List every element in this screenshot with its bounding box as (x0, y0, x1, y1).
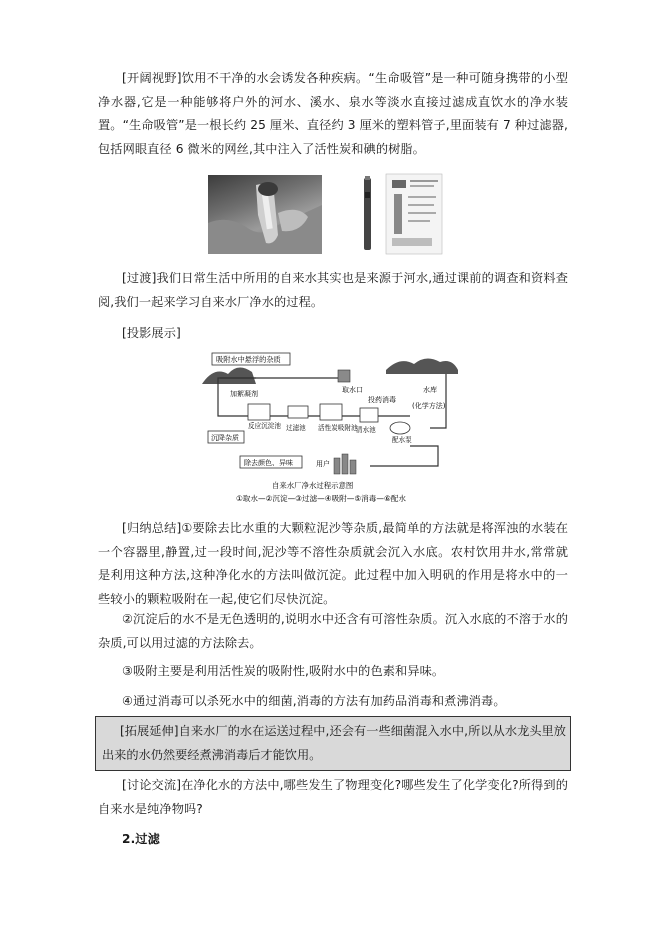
chem-method-label: (化学方法) (412, 402, 446, 410)
extension-text: [拓展延伸]自来水厂的水在运送过程中,还会有一些细菌混入水中,所以从水龙头里放出来的水仍然要经煮沸消毒后才能饮用。 (102, 724, 566, 762)
diagram-caption-title: 自来水厂净水过程示意图 (272, 481, 354, 490)
remove-color-label: 除去颜色、异味 (244, 459, 293, 467)
filter-tank-label: 过滤池 (286, 424, 306, 432)
mountain-right-shape (386, 358, 458, 374)
life-straw-photo (208, 175, 322, 254)
intake-label: 取水口 (342, 386, 363, 394)
carbon-tank-label: 活性炭吸附池 (318, 424, 358, 432)
water-treatment-diagram (200, 348, 460, 508)
step2-paragraph: ②沉淀后的水不是无色透明的,说明水中还含有可溶性杂质。沉入水底的不溶于水的杂质,可以用过滤的方法除去。 (98, 612, 568, 650)
summary-paragraph: [归纳总结]①要除去比水重的大颗粒泥沙等杂质,最简单的方法就是将浑浊的水装在一个容器里,静置,过一段时间,泥沙等不溶性杂质就会沉入水底。农村饮用井水,常常就是利用这种方法,这种净化水的方法叫做沉淀。此过程中加入明矾的作用是将水中的一些较小的颗粒吸附在一起,使它们尽快沉淀。 (98, 521, 568, 606)
step3-paragraph: ③吸附主要是利用活性炭的吸附性,吸附水中的色素和异味。 (122, 664, 445, 678)
pump-label: 配水泵 (392, 436, 412, 444)
user-label: 用户 (316, 460, 330, 468)
diagram-caption-steps: ①取水—②沉淀—③过滤—④吸附—⑤消毒—⑥配水 (236, 494, 406, 503)
reaction-tank-label: 反应沉淀池 (248, 422, 281, 430)
step4-paragraph: ④通过消毒可以杀死水中的细菌,消毒的方法有加药品消毒和煮沸消毒。 (122, 694, 506, 708)
extension-box (95, 716, 571, 771)
reservoir-label: 水库 (423, 386, 437, 394)
settle-label: 沉降杂质 (211, 434, 239, 442)
adsorb-label: 吸附水中悬浮的杂质 (216, 355, 281, 364)
disinfect-label: 投药消毒 (368, 396, 396, 404)
section-heading-filtration: 2.过滤 (122, 832, 160, 846)
discussion-paragraph: [讨论交流]在净化水的方法中,哪些发生了物理变化?哪些发生了化学变化?所得到的自来水是纯净物吗? (98, 778, 568, 816)
clear-tank-label: 清水池 (356, 426, 376, 434)
life-straw-diagram-image (358, 172, 446, 256)
coagulant-label: 加絮凝剂 (230, 390, 258, 398)
mountain-left-shape (202, 367, 256, 384)
intro-paragraph: [开阔视野]饮用不干净的水会诱发各种疾病。“生命吸管”是一种可随身携带的小型净水器,它是一种能够将户外的河水、溪水、泉水等淡水直接过滤成直饮水的净水装置。“生命吸管”是一根长约 25 厘米、直径约 3 厘米的塑料管子,里面装有 7 种过滤器,包括网眼直径 6 微米的网丝,其中注入了活性炭和碘的树脂。 (98, 71, 568, 156)
projection-label: [投影展示] (122, 326, 181, 340)
transition-paragraph: [过渡]我们日常生活中所用的自来水其实也是来源于河水,通过课前的调查和资料查阅,我们一起来学习自来水厂净水的过程。 (98, 271, 568, 309)
